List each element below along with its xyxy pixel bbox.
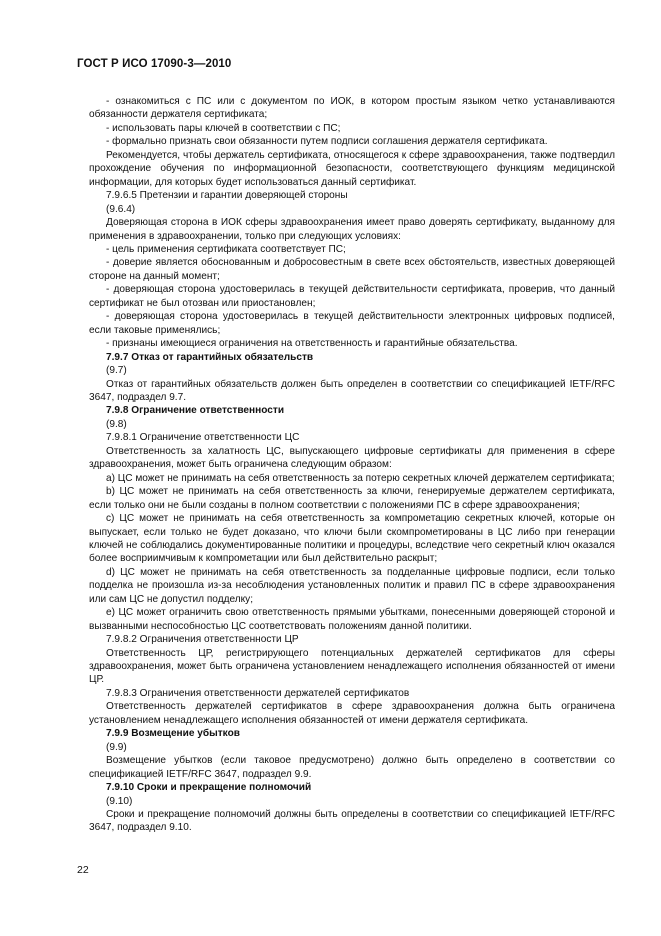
document-header: ГОСТ Р ИСО 17090-3—2010 <box>77 58 232 70</box>
paragraph: c) ЦС может не принимать на себя ответственность за компрометацию секретных ключей, которые он выпускает, если только не будет доказано, что ключи были скомпрометированы в ЦС либо при генерации ключей не соблюдались документированные политики и процедуры, вследствие чего секретный ключ оказался более восприимчивым к компрометации или был действительно раскрыт; <box>89 513 615 565</box>
paragraph: (9.7) <box>106 365 127 377</box>
paragraph: a) ЦС может не принимать на себя ответственность за потерю секретных ключей держателем сертификата; <box>106 472 615 484</box>
paragraph: Возмещение убытков (если таковое предусмотрено) должно быть определено в соответствии со спецификацией IETF/RFC 3647, подраздел 9.9. <box>89 755 615 780</box>
section-heading: 7.9.8 Ограничение ответственности <box>106 405 285 417</box>
paragraph: Рекомендуется, чтобы держатель сертификата, относящегося к сфере здравоохранения, также подтвердил прохождение обучения по информационной безопасности, соответствующего функциям медицинской информации, для которых будет использоваться данный сертификат. <box>89 149 615 188</box>
paragraph: - использовать пары ключей в соответствии с ПС; <box>106 122 341 134</box>
paragraph: - признаны имеющиеся ограничения на ответственность и гарантийные обязательства. <box>106 338 518 350</box>
paragraph: d) ЦС может не принимать на себя ответственность за подделанные цифровые подписи, если только подделка не произошла из-за несоблюдения установленных политик и правил ПС в сфере здравоохранения или сам ЦС не допустил подделку; <box>89 566 615 605</box>
paragraph: Отказ от гарантийных обязательств должен быть определен в соответствии со спецификацией IETF/RFC 3647, подраздел 9.7. <box>89 378 615 403</box>
paragraph: Сроки и прекращение полномочий должны быть определены в соответствии со спецификацией IETF/RFC 3647, подраздел 9.10. <box>89 809 615 834</box>
paragraph: Доверяющая сторона в ИОК сферы здравоохранения имеет право доверять сертификату, выданному для применения в здравоохранении, только при следующих условиях: <box>89 217 615 242</box>
paragraph: - ознакомиться с ПС или с документом по ИОК, в котором простым языком четко устанавливаются обязанности держателя сертификата; <box>89 96 615 121</box>
paragraph: - доверие является обоснованным и добросовестным в свете всех обстоятельств, известных доверяющей стороне на данный момент; <box>89 257 615 282</box>
section-heading: 7.9.9 Возмещение убытков <box>106 728 240 740</box>
paragraph: (9.10) <box>106 795 133 807</box>
paragraph: - формально признать свои обязанности путем подписи соглашения держателя сертификата. <box>106 136 548 148</box>
paragraph: 7.9.8.3 Ограничения ответственности держателей сертификатов <box>106 687 410 699</box>
paragraph: Ответственность ЦР, регистрирующего потенциальных держателей сертификатов для сферы здравоохранения, может быть ограничена установлением ненадлежащего исполнения обязанностей от имени ЦР. <box>89 647 615 686</box>
paragraph: 7.9.6.5 Претензии и гарантии доверяющей стороны <box>106 190 348 202</box>
paragraph: - цель применения сертификата соответствует ПС; <box>106 243 346 255</box>
section-heading: 7.9.7 Отказ от гарантийных обязательств <box>106 351 314 363</box>
document-body <box>89 95 615 835</box>
paragraph: (9.9) <box>106 741 127 753</box>
paragraph: Ответственность за халатность ЦС, выпускающего цифровые сертификаты для применения в сфере здравоохранения, может быть ограничена следующим образом: <box>89 445 615 471</box>
section-heading: 7.9.10 Сроки и прекращение полномочий <box>106 782 312 794</box>
paragraph: (9.6.4) <box>106 203 136 215</box>
paragraph: (9.8) <box>106 418 127 430</box>
page-number: 22 <box>77 864 89 876</box>
paragraph: - доверяющая сторона удостоверилась в текущей действительности электронных цифровых подписей, если таковые применялись; <box>89 311 615 336</box>
paragraph: e) ЦС может ограничить свою ответственность прямыми убытками, понесенными доверяющей стороной и вызванными неспособностью ЦС соответствовать положениям данной политики. <box>89 607 615 632</box>
paragraph: b) ЦС может не принимать на себя ответственность за ключи, генерируемые держателем сертификата, если только они не были созданы в полном соответствии с положениями ПС в сфере здравоохранения; <box>89 486 615 511</box>
paragraph: Ответственность держателей сертификатов в сфере здравоохранения должна быть ограничена установлением ненадлежащего исполнения обязанностей от имени держателя сертификата. <box>89 701 615 726</box>
paragraph: 7.9.8.1 Ограничение ответственности ЦС <box>106 432 300 444</box>
paragraph: - доверяющая сторона удостоверилась в текущей действительности сертификата, проверив, что данный сертификат не был отозван или приостановлен; <box>89 284 615 309</box>
paragraph: 7.9.8.2 Ограничения ответственности ЦР <box>106 634 299 646</box>
